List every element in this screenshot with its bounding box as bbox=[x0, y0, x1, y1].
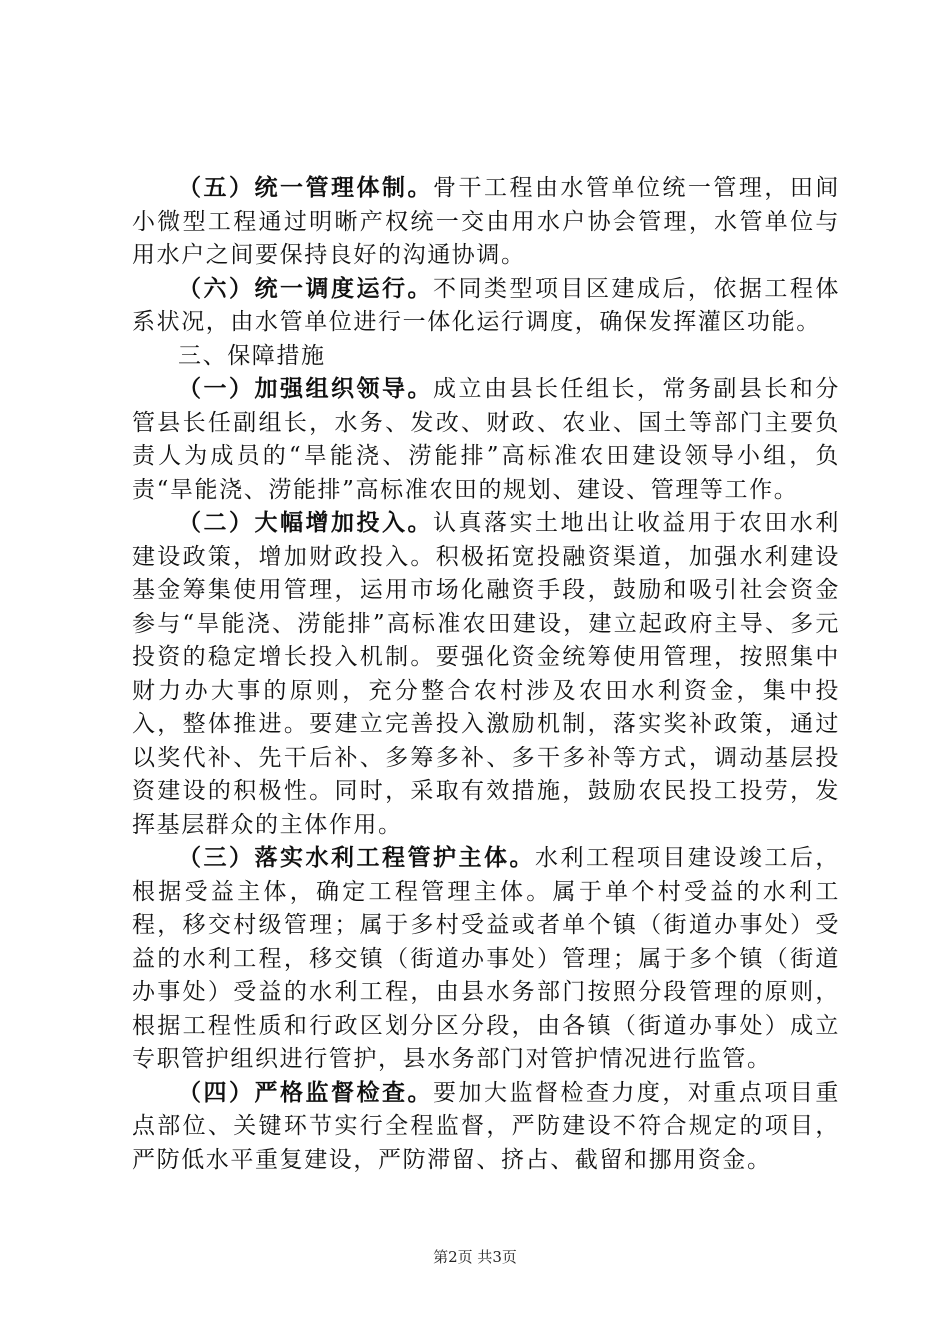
page-number-footer: 第2页 共3页 bbox=[433, 1248, 517, 1266]
paragraph-text: 不同类型项目区建成后，依据工程体系状况，由水管单位进行一体化运行调度，确保发挥灌区功能。 bbox=[132, 275, 841, 335]
paragraph-supervision-inspection bbox=[132, 1077, 840, 1178]
section-title: 三、保障措施 bbox=[178, 342, 326, 369]
paragraph-text: 成立由县长任组长，常务副县长和分管县长任副组长，水务、发改、财政、农业、国土等部门主要负责人为成员的“旱能浇、涝能排”高标准农田建设领导小组，负责“旱能浇、涝能排”高标准农田的规划、建设、管理等工作。 bbox=[132, 376, 841, 503]
paragraph-unified-dispatch bbox=[132, 273, 840, 340]
paragraph-heading: （一）加强组织领导。 bbox=[178, 376, 433, 402]
paragraph-increase-investment bbox=[132, 507, 840, 842]
paragraph-heading: （六）统一调度运行。 bbox=[178, 275, 433, 302]
paragraph-heading: （五）统一管理体制。 bbox=[178, 175, 433, 201]
paragraph-heading: （四）严格监督检查。 bbox=[178, 1079, 433, 1106]
paragraph-heading: （三）落实水利工程管护主体。 bbox=[178, 845, 535, 871]
paragraph-text: 要加大监督检查力度，对重点项目重点部位、关键环节实行全程监督，严防建设不符合规定的项目，严防低水平重复建设，严防滞留、挤占、截留和挪用资金。 bbox=[132, 1079, 841, 1173]
paragraph-heading: （二）大幅增加投入。 bbox=[178, 510, 433, 536]
paragraph-unified-management bbox=[132, 172, 840, 273]
paragraph-organization-leadership bbox=[132, 373, 840, 507]
paragraph-text: 认真落实土地出让收益用于农田水利建设政策，增加财政投入。积极拓宽投融资渠道，加强水利建设基金筹集使用管理，运用市场化融资手段，鼓励和吸引社会资金参与“旱能浇、涝能排”高标准农田建设，建立起政府主导、多元投资的稳定增长投入机制。要强化资金统筹使用管理，按照集中财力办大事的原则，充分整合农村涉及农田水利资金，集中投入，整体推进。要建立完善投入激励机制，落实奖补政策，通过以奖代补、先干后补、多筹多补、多干多补等方式，调动基层投资建设的积极性。同时，采取有效措施，鼓励农民投工投劳，发挥基层群众的主体作用。 bbox=[132, 510, 841, 838]
document-body bbox=[132, 172, 840, 1177]
paragraph-maintenance-subject bbox=[132, 842, 840, 1077]
paragraph-text: 骨干工程由水管单位统一管理，田间小微型工程通过明晰产权统一交由用水户协会管理，水管单位与用水户之间要保持良好的沟通协调。 bbox=[132, 175, 841, 268]
paragraph-text: 水利工程项目建设竣工后，根据受益主体，确定工程管理主体。属于单个村受益的水利工程，移交村级管理；属于多村受益或者单个镇（街道办事处）受益的水利工程，移交镇（街道办事处）管理；属于多个镇（街道办事处）受益的水利工程，由县水务部门按照分段管理的原则，根据工程性质和行政区划分区分段，由各镇（街道办事处）成立专职管护组织进行管护，县水务部门对管护情况进行监管。 bbox=[132, 845, 841, 1072]
